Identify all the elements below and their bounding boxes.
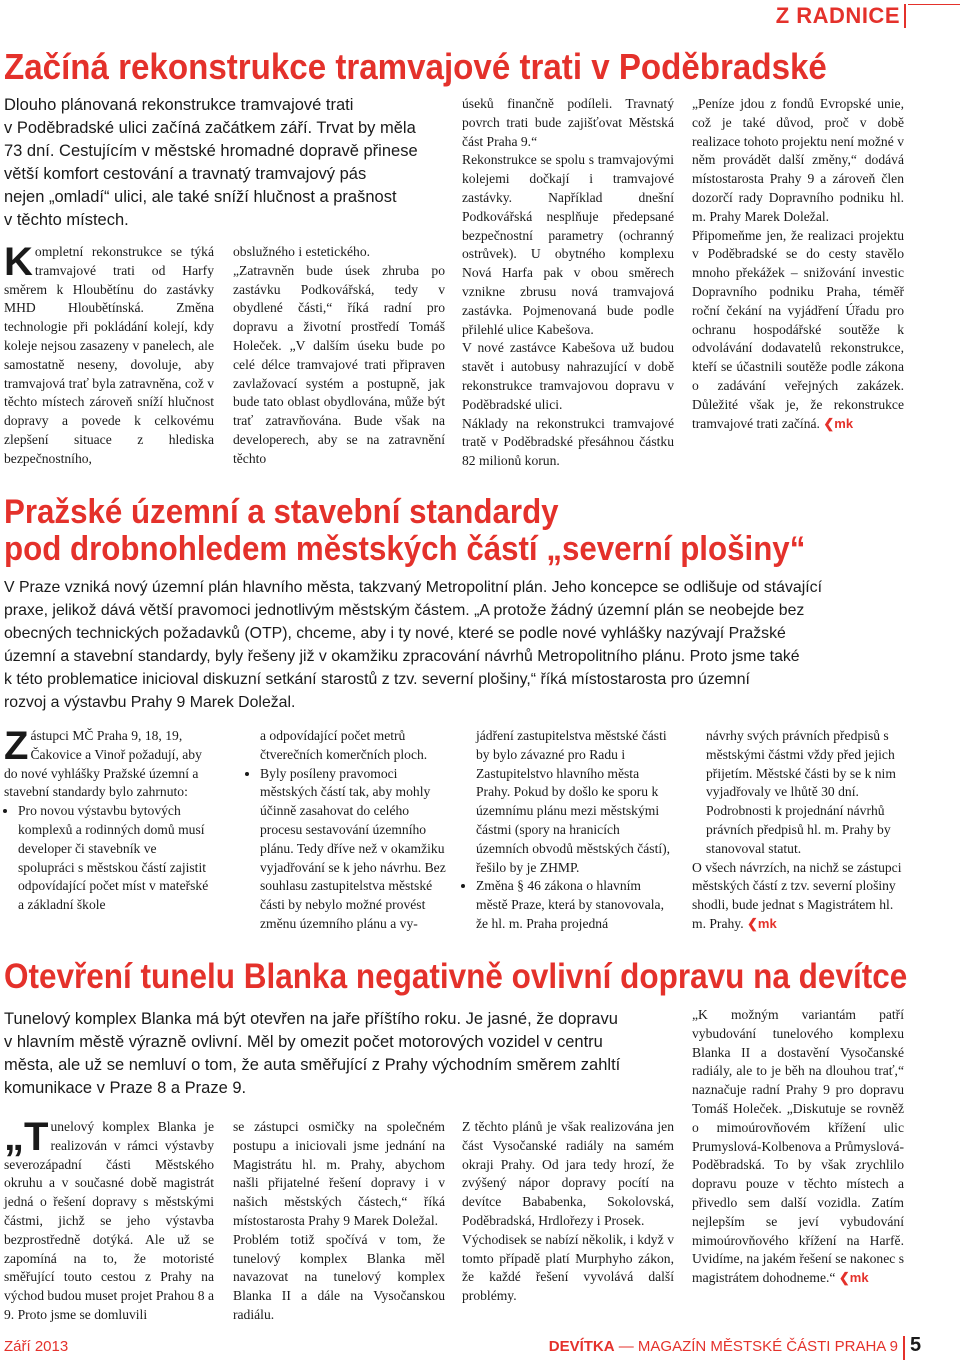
chevron-left-icon: ❮ (838, 1270, 850, 1286)
section-tag-divider (904, 4, 906, 28)
article2-signature-text: mk (757, 915, 777, 931)
section-tag: Z RADNICE (775, 3, 900, 28)
article3-paragraph: Východisek se nabízí několik, i když v tomto případě platí Murphyho zákon, že každé řešení vyvolává další problémy. (462, 1231, 674, 1304)
article1-column-3 (462, 95, 674, 471)
article3-paragraph: Z těchto plánů je však realizována jen část Vysočanské radiály na samém okraji Prahy. Od jara tedy hrozí, že zvýšený nápor dopravy pocítí na devítce Bababenka, Sokolovská, Poděbradská, Hrdlořezy i Prosek. (462, 1119, 674, 1228)
page-number: 5 (910, 1334, 922, 1356)
article2-lead-line: územní a stavební standardy, byly řešeny již v okamžiku zpracování návrhů Metropolitního plánu. Proto jsme také (4, 648, 800, 665)
article3-column-3 (462, 1118, 674, 1306)
article2-lead-line: praxe, jelikož dává větší pravomoci jednotlivým městským částem. „A protože žádný územní plán se neobejde bez (4, 602, 805, 619)
article2-lead-line: k této problematice inicioval diskuzní setkání starostů z tzv. severní plošiny,“ říká místostarosta pro územní (4, 671, 750, 688)
article2-demand-list (462, 877, 676, 933)
article1-paragraph: obslužného i estetického. (233, 244, 371, 259)
article2-lead-line: V Praze vzniká nový územní plán hlavního města, takzvaný Metropolitní plán. Jeho koncepce se odlišuje od stávající (4, 579, 822, 596)
magazine-subtitle: — MAGAZÍN MĚSTSKÉ ČÁSTI PRAHA 9 (618, 1338, 898, 1355)
article3-paragraph: Problém totiž spočívá v tom, že tunelový komplex Blanka měl navazovat na tunelový komplex Blanka II a dále na Vysočanskou radiálu. (233, 1231, 445, 1322)
list-item: • Byly posíleny pravomoci městských částí tak, aby mohly účinně zasahovat do celého procesu sestavování územního plánu. Tedy dříve než v okamžiku vyjadřování se k jeho návrhu. Bez souhlasu zastupitelstva městské části by nebylo možné provést změnu územního plánu a vy- (260, 765, 446, 934)
list-item: • Pro novou výstavbu bytových komplexů a rodinných domů musí developer či stavebník ve spolupráci s městskou částí zajistit odpovídající počet míst v mateřské a základní škole (18, 802, 214, 915)
article2-col1-text: ástupci MČ Praha 9, 18, 19, Čakovice a Vinoř požadují, aby do nové vyhlášky Pražské územní a stavební standardy bylo zahrnuto: (4, 728, 202, 800)
article1-headline: Začíná rekonstrukce tramvajové trati v Poděbradské (4, 46, 827, 87)
article2-demand-list (246, 765, 446, 934)
article3-lead-line: Tunelový komplex Blanka má být otevřen na jaře příštího roku. Je jasné, že dopravu (4, 1010, 618, 1028)
article1-lead-line: v těchto místech. (4, 211, 129, 229)
article3-col1-text: unelový komplex Blanka je realizován v rámci výstavby severozápadní části Městského okruhu a v současné době magistrát jedná o řešení dopravy s městskými částmi, jichž se jeho výstavba bezprostředně dotýká. Ale už se zapomíná na to, že motoristé směřující touto cestou z Prahy na východ budou muset projet Prahou 8 a 9. Proto jsme se domluvili (4, 1119, 214, 1322)
article1-paragraph: úseků finančně podíleli. Travnatý povrch trati bude zajišťovat Městská část Praha 9.“ (462, 96, 674, 149)
article3-dropcap: „T (4, 1115, 49, 1159)
article3-paragraph: se zástupci osmičky na společném postupu a iniciovali jsme jednání na Magistrátu hl. m. Prahy, abychom našli přijatelné řešení dopravy i v našich městských částech,“ říká místostarosta Prahy 9 Marek Doležal. (233, 1119, 445, 1228)
section-tag-rule (908, 4, 960, 5)
article3-column-4 (692, 1006, 904, 1288)
magazine-name: DEVÍTKA (548, 1338, 615, 1355)
article1-paragraph: Připomeňme jen, že realizaci projektu v Poděbradské se do cesty stavělo mnoho překážek – snižování investic Dopravního podniku Praha, téměř roční čekání na vyjádření Úřadu pro ochranu hospodářské soutěže k odvolávání dodavatelů rekonstrukce, kteří se účastnili soutěže podle zákona o zadávání veřejných zakázek. Důležité však je, že rekonstrukce tramvajové trati začíná. (692, 227, 904, 431)
article1-lead-line: Dlouho plánovaná rekonstrukce tramvajové trati (4, 96, 354, 114)
article1-paragraph: Rekonstrukce se spolu s tramvajovými kolejemi dočkají i tramvajové zastávky. Například dnešní Podkovářská nesplňuje předepsané bezpečnostní parametry (ochranný ostrůvek). U obytného komplexu Nová Harfa pak v obou směrech vznikne zbrusu nová tramvajová zastávka. Pojmenovaná bude podle přilehlé ulice Kabešova. (462, 152, 674, 337)
article1-paragraph: Náklady na rekonstrukci tramvajové tratě v Poděbradské přesáhnou částku 82 milionů korun. (462, 415, 674, 469)
article2-lead (4, 576, 895, 714)
article3-lead-line: města, ale už se nemluví o tom, že auta směřující z Prahy východním směrem zahltí (4, 1056, 621, 1074)
article2-demand-list (4, 802, 214, 915)
article2-paragraph: jádření zastupitelstva městské části by bylo závazné pro Radu i Zastupitelstvo hlavního města Prahy. Pokud by došlo ke sporu k územnímu plánu mezi městskými částmi (spory na hranicích územních obvodů městských částí), řešilo by je ZHMP. (476, 728, 671, 875)
article2-paragraph: O všech návrzích, na nichž se zástupci městských částí z tzv. severní plošiny shodli, bude jednat s Magistrátem hl. m. Prahy. (692, 859, 902, 931)
article3-lead-line: komunikace v Praze 8 a Praze 9. (4, 1079, 247, 1097)
article2-column-2 (246, 727, 446, 934)
article3-paragraph: „K možným variantám patří vybudování tunelového komplexu Blanka II a dostavění Vysočanské radiály, ale to je běh na dlouhou trať,“ naznačuje radní Prahy 9 pro dopravu Tomáš Holeček. „Diskutuje se rovněž o mimoúrovňovém křížení ulic Prumyslová-Kolbenova a Průmyslová-Poděbradská. To by však zrychlilo dopravu pouze v těchto místech a přivedlo sem další vozidla. Zatím nejlepším se jeví vybudování mimoúrovňového křížení na Harfě. Uvidíme, na jakém řešení se nakonec s magistrátem dohodneme.“ (692, 1007, 904, 1286)
article1-column-2 (233, 243, 445, 469)
article1-dropcap: K (4, 240, 33, 284)
chevron-left-icon: ❮ (823, 415, 835, 431)
article1-signature (823, 416, 853, 431)
article1-paragraph: „Zatravněn bude úsek zhruba po zastávku Podkovářská, tedy v obydlené části,“ říká radní pro dopravu a životní prostředí Tomáš Holeček. „V dalším úseku bude po celé délce tramvajové trati připraven zavlažovací systém a postupně, jak bude tato oblast obydlována, může být trať zatravňována. Bude však na developerech, aby se na zatravnění těchto (233, 262, 445, 466)
article1-paragraph: V nové zastávce Kabešova už budou stavět i autobusy nahrazující v době rekonstrukce tramvajovou dopravu v Poděbradské ulici. (462, 340, 674, 412)
article2-column-4 (692, 727, 904, 934)
chevron-left-icon: ❮ (747, 915, 758, 931)
article3-signature-text: mk (849, 1270, 869, 1286)
article1-lead-line: v Poděbradské ulici začíná začátkem září. Trvat by měla (4, 119, 416, 137)
article1-signature-text: mk (834, 415, 854, 431)
article2-lead-line: rozvoj a výstavbu Prahy 9 Marek Doležal. (4, 694, 296, 711)
footer-divider (903, 1336, 905, 1360)
article2-column-1 (4, 724, 214, 915)
article3-column-2 (233, 1118, 445, 1325)
footer-magazine (549, 1338, 898, 1355)
article1-lead (4, 94, 444, 232)
article3-signature (839, 1270, 869, 1285)
article1-column-1 (4, 240, 214, 469)
article3-headline: Otevření tunelu Blanka negativně ovlivní dopravu na devítce (4, 957, 908, 996)
article1-lead-line: nejen „omladí“ ulici, ale také sníží hlučnost a prašnost (4, 188, 397, 206)
article1-lead-line: větší komfort cestování a travnatý tramvajový pás (4, 165, 367, 183)
footer-date: Září 2013 (4, 1338, 69, 1355)
article1-column-4 (692, 95, 904, 433)
article2-signature (747, 916, 777, 931)
article1-col1-text: ompletní rekonstrukce se týká tramvajové trati od Harfy směrem k Hloubětínu do zastávky MHD Hloubětínská. Změna technologie při pokládání kolejí, kdy koleje nejsou zasazeny v panelech, ale samostatně neseny, dovoluje, aby tramvajová trať byla zatravněna, což v těchto místech zároveň sníží hlučnost dopravy a povede k celkovému zlepšení situace z hlediska bezpečnostního, (4, 244, 214, 466)
article2-paragraph: návrhy svých právních předpisů s městskými částmi vždy před jejich přijetím. Městské části by se k nim vyjadřovaly ve lhůtě 30 dní. Podrobnosti k projednání návrhů právních předpisů hl. m. Prahy by stanovoval statut. (706, 728, 896, 856)
article2-headline-line2: pod drobnohledem městských částí „severní plošiny“ (4, 530, 806, 568)
article2-headline-line1: Pražské územní a stavební standardy (4, 493, 559, 531)
article1-paragraph: „Peníze jdou z fondů Evropské unie, což je také důvod, proč v době realizace tohoto projektu není možné v něm provádět další změny,“ dodává místostarosta Prahy 9 a zároveň člen dozorčí rady Dopravního podniku hl. m. Prahy Marek Doležal. (692, 96, 904, 224)
article2-lead-line: obecných technických požadavků (OTP), chceme, aby i ty nové, které se podle nové vyhlášky nazývají Pražské (4, 625, 786, 642)
article3-lead (4, 1008, 674, 1100)
article3-column-1 (4, 1115, 214, 1325)
article1-lead-line: 73 dní. Cestujícím v městské hromadné dopravě přinese (4, 142, 418, 160)
article2-column-3 (462, 727, 676, 934)
article2-paragraph: a odpovídající počet metrů čtverečních komerčních ploch. (260, 728, 428, 762)
article2-dropcap: Z (4, 724, 29, 768)
article3-lead-line: v hlavním městě výrazně ovlivní. Měl by omezit počet motorových vozidel v centru (4, 1033, 603, 1051)
list-item: • Změna § 46 zákona o hlavním městě Praze, která by stanovovala, že hl. m. Praha projedná (476, 877, 676, 933)
